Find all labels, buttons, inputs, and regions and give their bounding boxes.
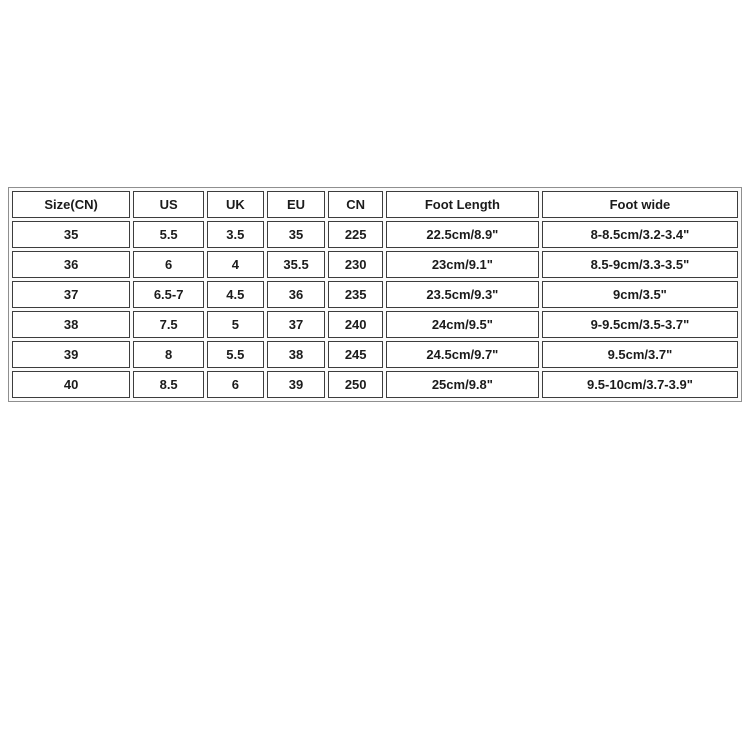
header-foot-length: Foot Length xyxy=(386,191,539,218)
table-cell: 6 xyxy=(133,251,204,278)
table-cell: 230 xyxy=(328,251,383,278)
table-row xyxy=(12,311,738,338)
table-cell: 4 xyxy=(207,251,264,278)
table-cell: 250 xyxy=(328,371,383,398)
table-cell: 23.5cm/9.3" xyxy=(386,281,539,308)
table-cell: 5.5 xyxy=(133,221,204,248)
table-cell: 6 xyxy=(207,371,264,398)
table-cell: 5.5 xyxy=(207,341,264,368)
table-cell: 40 xyxy=(12,371,130,398)
table-cell: 35 xyxy=(12,221,130,248)
table-row xyxy=(12,251,738,278)
table-cell: 35 xyxy=(267,221,326,248)
table-cell: 36 xyxy=(267,281,326,308)
header-cn: CN xyxy=(328,191,383,218)
size-chart-table xyxy=(8,187,742,402)
table-cell: 35.5 xyxy=(267,251,326,278)
table-cell: 225 xyxy=(328,221,383,248)
table-cell: 24cm/9.5" xyxy=(386,311,539,338)
table-cell: 4.5 xyxy=(207,281,264,308)
header-us: US xyxy=(133,191,204,218)
table-cell: 23cm/9.1" xyxy=(386,251,539,278)
header-uk: UK xyxy=(207,191,264,218)
table-cell: 39 xyxy=(12,341,130,368)
table-cell: 37 xyxy=(267,311,326,338)
header-eu: EU xyxy=(267,191,326,218)
table-cell: 3.5 xyxy=(207,221,264,248)
table-cell: 9.5cm/3.7" xyxy=(542,341,738,368)
header-foot-wide: Foot wide xyxy=(542,191,738,218)
table-row xyxy=(12,341,738,368)
table-cell: 39 xyxy=(267,371,326,398)
table-cell: 8.5 xyxy=(133,371,204,398)
table-cell: 7.5 xyxy=(133,311,204,338)
table-cell: 36 xyxy=(12,251,130,278)
table-cell: 245 xyxy=(328,341,383,368)
table-cell: 235 xyxy=(328,281,383,308)
table-cell: 8.5-9cm/3.3-3.5" xyxy=(542,251,738,278)
table-cell: 25cm/9.8" xyxy=(386,371,539,398)
table-cell: 6.5-7 xyxy=(133,281,204,308)
table-cell: 240 xyxy=(328,311,383,338)
table-cell: 9-9.5cm/3.5-3.7" xyxy=(542,311,738,338)
table-cell: 37 xyxy=(12,281,130,308)
table-cell: 24.5cm/9.7" xyxy=(386,341,539,368)
table-row xyxy=(12,281,738,308)
table-cell: 22.5cm/8.9" xyxy=(386,221,539,248)
table-cell: 38 xyxy=(267,341,326,368)
table-row xyxy=(12,221,738,248)
table-cell: 8-8.5cm/3.2-3.4" xyxy=(542,221,738,248)
table-cell: 5 xyxy=(207,311,264,338)
table-cell: 9.5-10cm/3.7-3.9" xyxy=(542,371,738,398)
table-cell: 8 xyxy=(133,341,204,368)
table-row xyxy=(12,371,738,398)
header-row xyxy=(12,191,738,218)
table-cell: 9cm/3.5" xyxy=(542,281,738,308)
header-size-cn: Size(CN) xyxy=(12,191,130,218)
table-cell: 38 xyxy=(12,311,130,338)
